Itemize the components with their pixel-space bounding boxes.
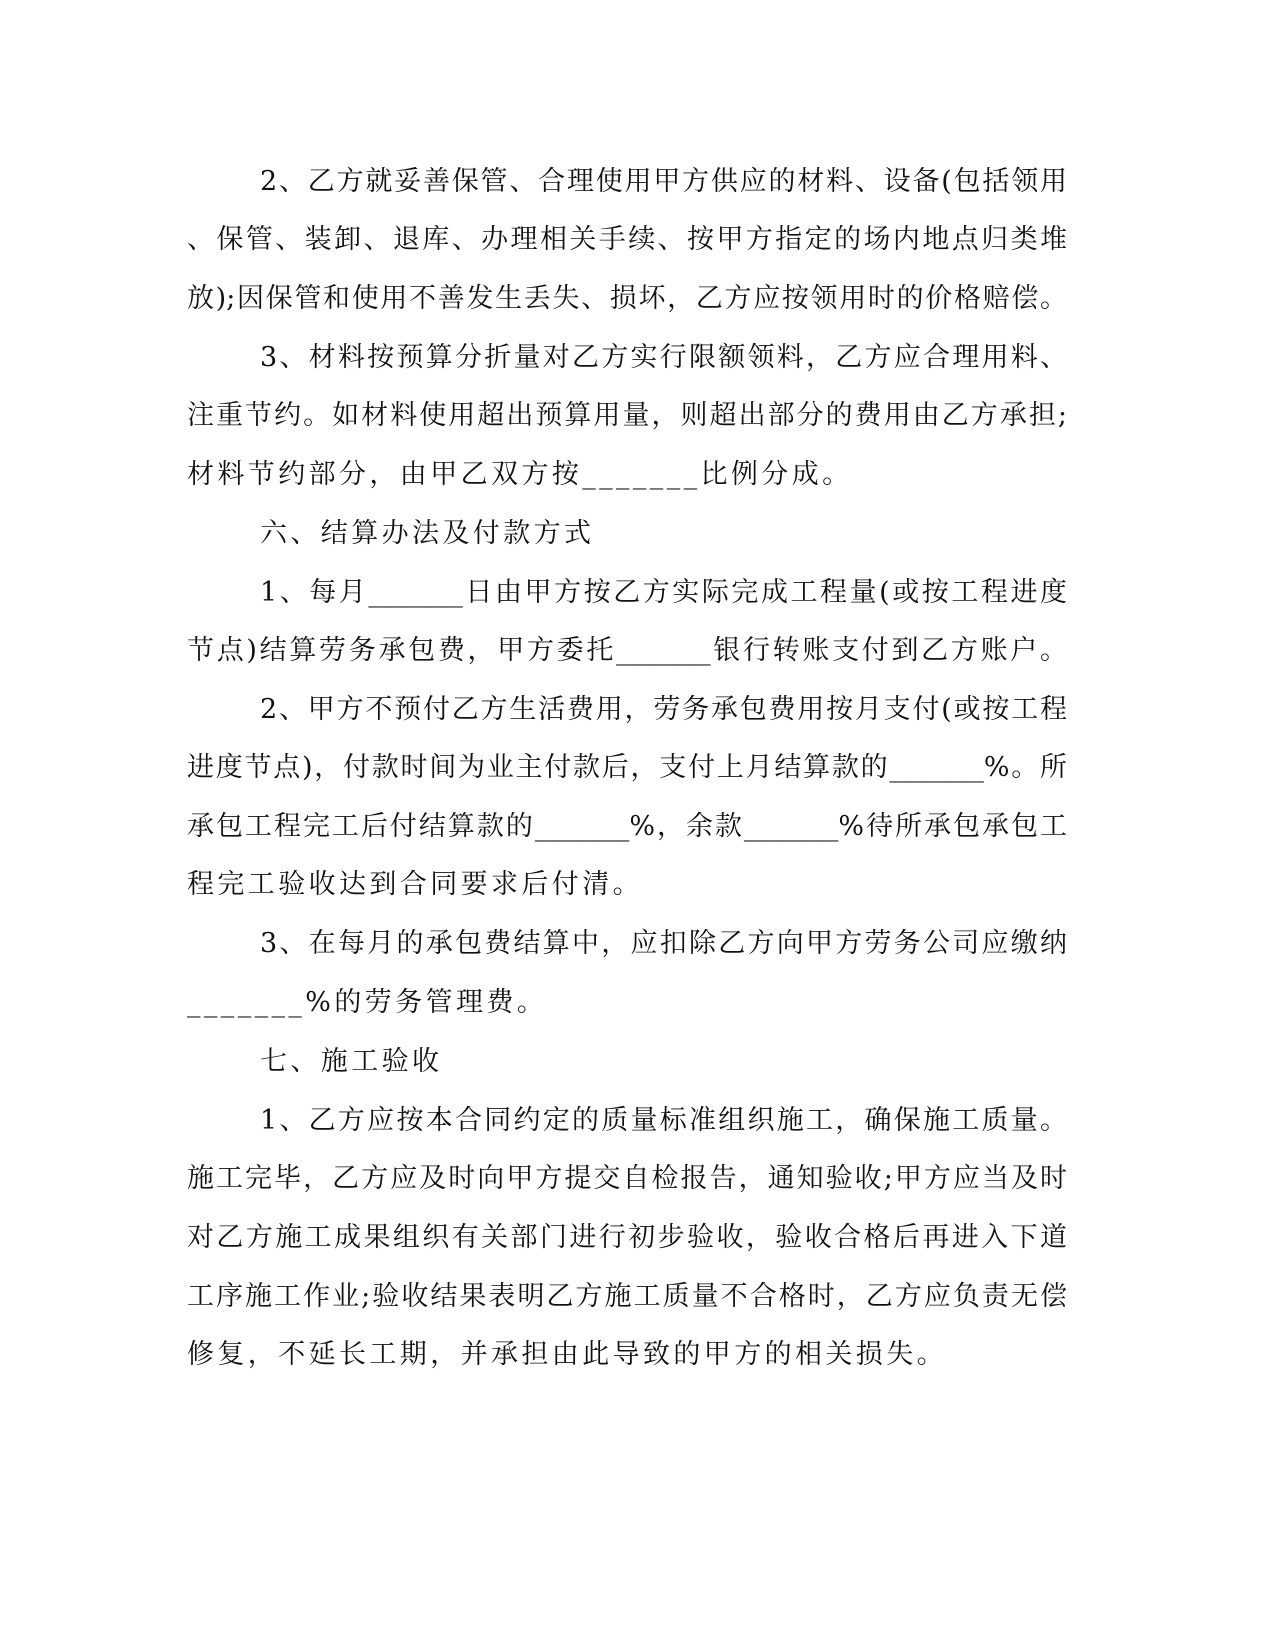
clause-5-2-line-2: 、保管、装卸、退库、办理相关手续、按甲方指定的场内地点归类堆 [187, 224, 1067, 255]
clause-5-3-line-1: 3、材料按预算分折量对乙方实行限额领料，乙方应合理用料、 [260, 342, 1067, 373]
clause-6-2-line-4: 程完工验收达到合同要求后付清。 [187, 869, 643, 900]
clause-6-1-line-1: 1、每月_______日由甲方按乙方实际完成工程量(或按工程进度 [260, 577, 1067, 608]
clause-7-1-line-5: 修复，不延长工期，并承担由此导致的甲方的相关损失。 [187, 1339, 947, 1370]
clause-7-1-line-4: 工序施工作业;验收结果表明乙方施工质量不合格时，乙方应负责无偿 [187, 1281, 1067, 1312]
clause-6-2-line-3: 承包工程完工后付结算款的_______%，余款_______%待所承包承包工 [187, 811, 1067, 842]
clause-6-2-line-1: 2、甲方不预付乙方生活费用，劳务承包费用按月支付(或按工程 [260, 694, 1067, 725]
clause-6-2-line-2: 进度节点)，付款时间为业主付款后，支付上月结算款的_______%。所 [187, 752, 1067, 783]
clause-6-3-line-2: _______%的劳务管理费。 [187, 987, 548, 1018]
clause-5-2-line-3: 放);因保管和使用不善发生丢失、损坏，乙方应按领用时的价格赔偿。 [187, 283, 1067, 314]
clause-7-1-line-1: 1、乙方应按本合同约定的质量标准组织施工，确保施工质量。 [260, 1105, 1067, 1136]
section-7-heading: 七、施工验收 [260, 1046, 443, 1077]
clause-6-1-line-2: 节点)结算劳务承包费，甲方委托_______银行转账支付到乙方账户。 [187, 635, 1067, 666]
clause-5-2-line-1: 2、乙方就妥善保管、合理使用甲方供应的材料、设备(包括领用 [260, 166, 1067, 197]
clause-6-3-line-1: 3、在每月的承包费结算中，应扣除乙方向甲方劳务公司应缴纳 [260, 928, 1067, 959]
clause-5-3-line-3: 材料节约部分，由甲乙双方按_______比例分成。 [187, 459, 853, 490]
section-6-heading: 六、结算办法及付款方式 [260, 518, 595, 549]
clause-7-1-line-2: 施工完毕，乙方应及时向甲方提交自检报告，通知验收;甲方应当及时 [187, 1163, 1067, 1194]
clause-5-3-line-2: 注重节约。如材料使用超出预算用量，则超出部分的费用由乙方承担; [187, 400, 1067, 431]
clause-7-1-line-3: 对乙方施工成果组织有关部门进行初步验收，验收合格后再进入下道 [187, 1222, 1067, 1253]
